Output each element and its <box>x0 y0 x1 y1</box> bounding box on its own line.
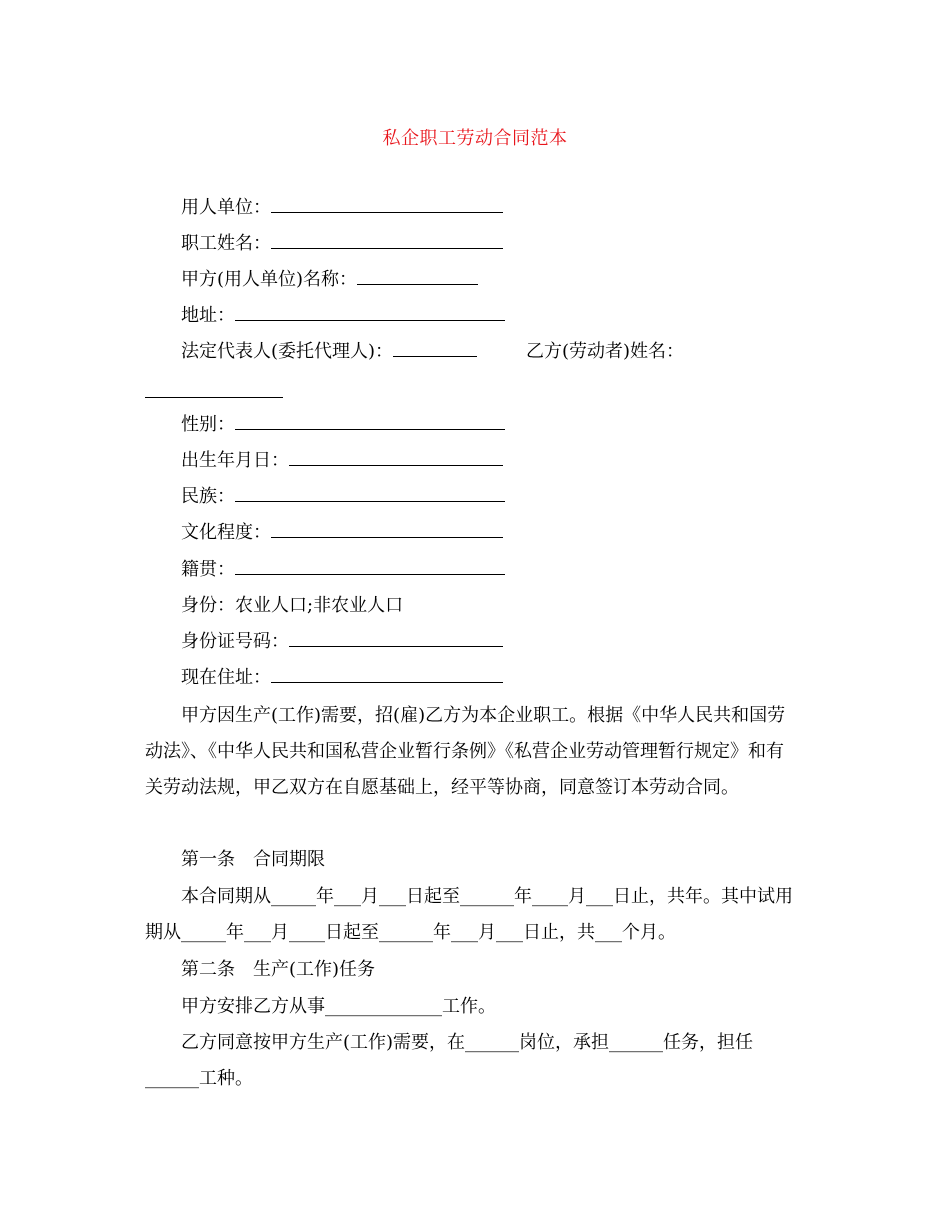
native-place-label: 籍贯： <box>181 559 235 580</box>
legal-rep-field <box>181 340 477 364</box>
id-number-blank <box>289 630 503 647</box>
party-b-name-field <box>526 340 684 364</box>
ethnicity-field <box>181 485 505 509</box>
party-a-name-blank <box>357 268 478 285</box>
id-number-label: 身份证号码： <box>181 631 289 652</box>
gender-blank <box>235 413 505 430</box>
employee-name-label: 职工姓名： <box>181 233 271 254</box>
article1-text: 本合同期从_____年___月___日起至______年____月___日止，共年。其中试用期从_____年___月____日起至______年___月___日止，共___个月。 <box>145 886 793 943</box>
employee-name-blank <box>271 232 503 249</box>
employer-field <box>181 196 503 220</box>
employer-label: 用人单位： <box>181 197 271 218</box>
current-address-blank <box>271 666 503 683</box>
party-a-name-label: 甲方(用人单位)名称： <box>181 269 358 290</box>
gender-field <box>181 413 505 437</box>
gender-label: 性别： <box>181 414 235 435</box>
education-label: 文化程度： <box>181 522 271 543</box>
current-address-label: 现在住址： <box>181 667 271 688</box>
article1-heading: 第一条 合同期限 <box>181 849 325 870</box>
article2-heading: 第二条 生产(工作)任务 <box>181 959 376 980</box>
article2-p1: 甲方安排乙方从事_____________工作。 <box>181 996 496 1017</box>
ethnicity-blank <box>235 485 505 502</box>
intro-paragraph: 甲方因生产(工作)需要，招(雇)乙方为本企业职工。根据《中华人民共和国劳动法》、《中华人民共和国私营企业暂行条例》《私营企业劳动管理暂行规定》和有关劳动法规，甲乙双方在自愿基础上，经平等协商，同意签订本劳动合同。 <box>145 705 786 798</box>
birth-date-field <box>181 449 503 473</box>
birth-date-blank <box>289 449 503 466</box>
party-b-name-label: 乙方(劳动者)姓名： <box>526 341 685 362</box>
address-label: 地址： <box>181 305 235 326</box>
article2-p2: 乙方同意按甲方生产(工作)需要，在______岗位，承担______任务，担任______工种。 <box>145 1032 754 1089</box>
employee-name-field <box>181 232 503 256</box>
address-field <box>181 304 505 328</box>
employer-blank <box>271 196 503 213</box>
legal-rep-blank <box>393 340 477 357</box>
identity-label: 身份：农业人口;非农业人口 <box>181 595 404 616</box>
address-blank <box>235 304 505 321</box>
id-number-field <box>181 630 503 654</box>
birth-date-label: 出生年月日： <box>181 450 289 471</box>
identity-field <box>181 594 403 618</box>
education-field <box>181 521 503 545</box>
document-title: 私企职工劳动合同范本 <box>382 128 568 149</box>
party-a-name-field <box>181 268 478 292</box>
education-blank <box>271 521 503 538</box>
ethnicity-label: 民族： <box>181 486 235 507</box>
native-place-blank <box>235 558 505 575</box>
legal-rep-label: 法定代表人(委托代理人)： <box>181 341 394 362</box>
native-place-field <box>181 558 505 582</box>
current-address-field <box>181 666 503 690</box>
party-b-name-blank <box>145 397 283 398</box>
